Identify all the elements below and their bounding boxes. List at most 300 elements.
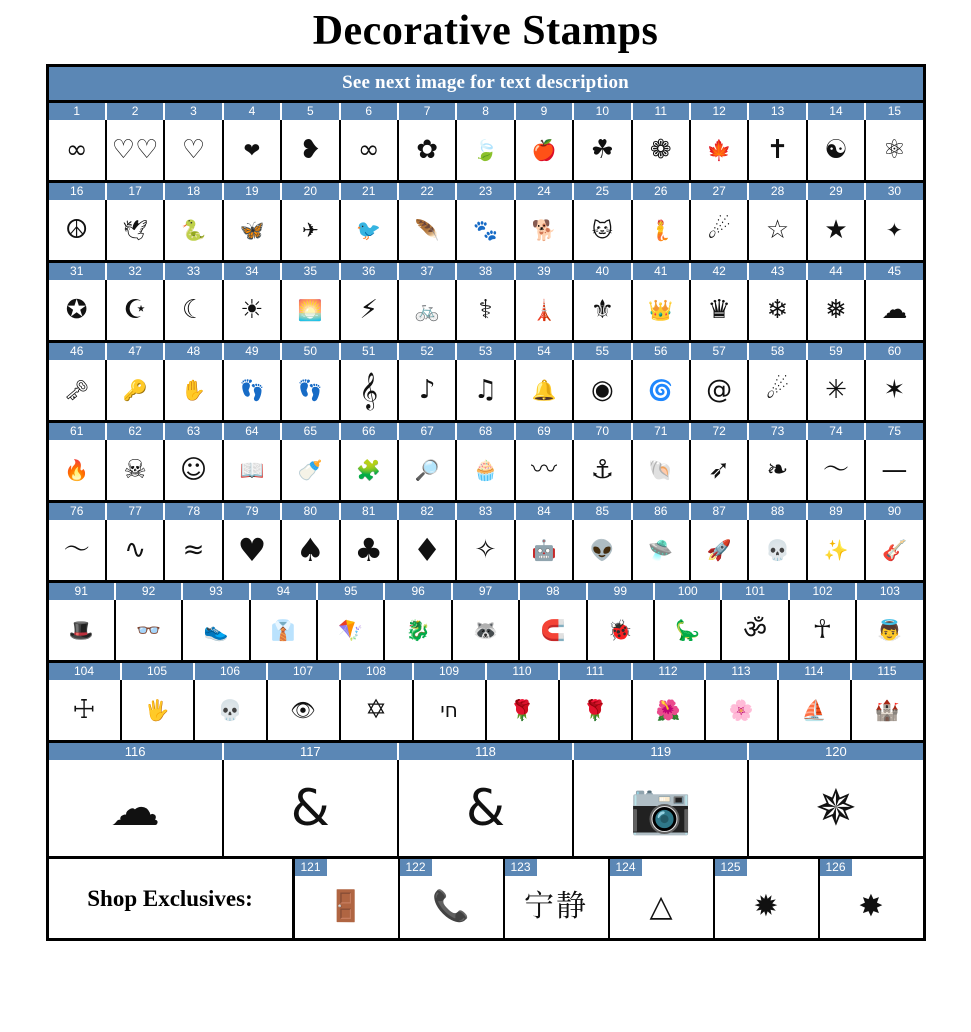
stamp-number: 104 bbox=[49, 663, 122, 680]
eyeglasses-icon: 👓 bbox=[136, 618, 162, 643]
stamp-cell[interactable] bbox=[399, 440, 457, 500]
icon-row bbox=[49, 440, 923, 500]
stamp-cell[interactable] bbox=[691, 200, 749, 260]
stamp-number: 46 bbox=[49, 343, 107, 360]
stamp-number: 28 bbox=[749, 183, 807, 200]
stamp-cell[interactable] bbox=[195, 680, 268, 740]
stamp-number: 33 bbox=[165, 263, 223, 280]
stamp-cell[interactable] bbox=[224, 120, 282, 180]
stamp-number: 55 bbox=[574, 343, 632, 360]
skull-crossbones-icon: ☠ bbox=[123, 455, 147, 486]
stamp-cell[interactable] bbox=[165, 520, 223, 580]
stamp-cell[interactable] bbox=[224, 760, 399, 856]
ufo-icon: 🛸 bbox=[648, 538, 674, 563]
stamp-cell[interactable] bbox=[457, 520, 515, 580]
bicycle-icon: 🚲 bbox=[414, 298, 440, 323]
stamp-cell[interactable] bbox=[341, 280, 399, 340]
stamp-number: 70 bbox=[574, 423, 632, 440]
stamp-cell[interactable] bbox=[857, 600, 922, 660]
stamp-cell[interactable] bbox=[341, 520, 399, 580]
flourish-icon: ❧ bbox=[766, 455, 789, 486]
stamp-number: 83 bbox=[457, 503, 515, 520]
stamp-number: 30 bbox=[866, 183, 922, 200]
stamp-number: 63 bbox=[165, 423, 223, 440]
stamp-cell[interactable] bbox=[318, 600, 385, 660]
seashell-icon: 🐚 bbox=[648, 458, 674, 483]
stamp-number: 108 bbox=[341, 663, 414, 680]
swallow-bird-icon: 🕊 bbox=[122, 218, 148, 243]
stamp-cell[interactable] bbox=[808, 200, 866, 260]
flame-icon: 🔥 bbox=[64, 458, 90, 483]
icon-row bbox=[49, 280, 923, 340]
stamp-cell[interactable] bbox=[722, 600, 789, 660]
stamp-cell[interactable] bbox=[385, 600, 452, 660]
icon-row bbox=[49, 600, 923, 660]
stamp-number: 39 bbox=[516, 263, 574, 280]
long-stem-rose-icon: 🌹 bbox=[582, 698, 608, 723]
stamp-cell[interactable] bbox=[749, 440, 807, 500]
stamp-cell[interactable] bbox=[282, 520, 340, 580]
stamp-number: 60 bbox=[866, 343, 922, 360]
stamp-number: 48 bbox=[165, 343, 223, 360]
shooting-star-icon: ☄ bbox=[707, 215, 731, 246]
stamp-cell[interactable] bbox=[224, 280, 282, 340]
stamp-cell[interactable] bbox=[633, 200, 691, 260]
raccoon-icon: 🦝 bbox=[473, 618, 498, 643]
stamp-cell[interactable] bbox=[49, 600, 116, 660]
stamp-number: 82 bbox=[399, 503, 457, 520]
stamp-cell[interactable] bbox=[341, 120, 399, 180]
stamp-cell[interactable] bbox=[224, 200, 282, 260]
stamp-cell[interactable] bbox=[808, 120, 866, 180]
stamp-number: 41 bbox=[633, 263, 691, 280]
stamp-number: 4 bbox=[224, 103, 282, 120]
stamp-cell[interactable] bbox=[453, 600, 520, 660]
icon-row bbox=[49, 520, 923, 580]
stamp-cell[interactable] bbox=[574, 200, 632, 260]
stamp-cell[interactable] bbox=[165, 360, 223, 420]
stamp-number: 49 bbox=[224, 343, 282, 360]
stamp-cell[interactable] bbox=[560, 680, 633, 740]
sugar-skull-icon: 💀 bbox=[217, 698, 243, 723]
stamp-cell[interactable] bbox=[107, 520, 165, 580]
stamp-number: 32 bbox=[107, 263, 165, 280]
four-leaf-clover-icon: ❁ bbox=[649, 135, 672, 166]
crescent-moon-icon: ☾ bbox=[181, 295, 206, 326]
open-book-icon: 📖 bbox=[239, 458, 265, 483]
stamp-cell[interactable] bbox=[224, 360, 282, 420]
stamp-cell[interactable] bbox=[749, 760, 922, 856]
stamp-cell[interactable] bbox=[165, 200, 223, 260]
feather-icon: 🪶 bbox=[414, 218, 440, 243]
stamp-number: 98 bbox=[520, 583, 587, 600]
stamp-cell[interactable] bbox=[224, 440, 282, 500]
stamp-cell[interactable] bbox=[866, 440, 922, 500]
stamp-cell[interactable] bbox=[295, 859, 400, 938]
stamp-cell[interactable] bbox=[749, 120, 807, 180]
stamp-number: 119 bbox=[574, 743, 749, 760]
rocket-icon: 🚀 bbox=[706, 538, 732, 563]
stamp-number: 103 bbox=[857, 583, 922, 600]
stamp-cell[interactable] bbox=[165, 440, 223, 500]
stamp-cell[interactable] bbox=[574, 120, 632, 180]
stamp-cell[interactable] bbox=[341, 200, 399, 260]
camera-icon: 📷 bbox=[629, 779, 692, 838]
icon-row bbox=[49, 200, 923, 260]
stamp-cell[interactable] bbox=[282, 360, 340, 420]
stamp-cell[interactable] bbox=[866, 120, 922, 180]
stamp-number: 65 bbox=[282, 423, 340, 440]
number-row bbox=[49, 743, 923, 760]
stamp-number: 25 bbox=[574, 183, 632, 200]
stamp-cell[interactable] bbox=[574, 280, 632, 340]
cloud-frame-icon: ☁ bbox=[110, 779, 161, 838]
stamp-number: 1 bbox=[49, 103, 107, 120]
ampersand-script-icon: & bbox=[290, 779, 330, 838]
stamp-cell[interactable] bbox=[588, 600, 655, 660]
music-note-icon: ♪ bbox=[418, 375, 436, 406]
stamp-number: 11 bbox=[633, 103, 691, 120]
stamp-number: 126 bbox=[820, 859, 852, 876]
stamp-cell[interactable] bbox=[49, 360, 107, 420]
ladybug-icon: 🐞 bbox=[607, 618, 633, 643]
stamp-cell[interactable] bbox=[820, 859, 923, 938]
stamp-number: 16 bbox=[49, 183, 107, 200]
stamp-cell[interactable] bbox=[107, 200, 165, 260]
hamsa-hand-icon: 🖐 bbox=[144, 698, 170, 723]
star-filled-icon: ★ bbox=[824, 215, 848, 246]
horseshoe-icon: 🧲 bbox=[540, 618, 566, 643]
stamp-number: 8 bbox=[457, 103, 515, 120]
stamp-number: 37 bbox=[399, 263, 457, 280]
stamp-number: 121 bbox=[295, 859, 327, 876]
stamp-icon-wrap bbox=[295, 876, 398, 938]
stamp-number: 61 bbox=[49, 423, 107, 440]
stamp-cell[interactable] bbox=[866, 280, 922, 340]
stamp-number: 53 bbox=[457, 343, 515, 360]
stamp-number: 51 bbox=[341, 343, 399, 360]
stamp-number: 89 bbox=[808, 503, 866, 520]
stamp-number: 21 bbox=[341, 183, 399, 200]
stamp-cell[interactable] bbox=[866, 520, 922, 580]
compass-rose-large-icon: ✵ bbox=[814, 779, 857, 838]
stamp-cell[interactable] bbox=[633, 520, 691, 580]
asterisk-star-icon: ✳ bbox=[825, 375, 847, 406]
stamp-cell[interactable] bbox=[49, 440, 107, 500]
stamp-number: 44 bbox=[808, 263, 866, 280]
stamp-cell[interactable] bbox=[749, 280, 807, 340]
stamp-cell[interactable] bbox=[715, 859, 820, 938]
stamp-chart bbox=[46, 64, 926, 941]
stamp-cell[interactable] bbox=[49, 200, 107, 260]
stamp-number: 96 bbox=[385, 583, 452, 600]
stamp-cell[interactable] bbox=[341, 680, 414, 740]
stamp-cell[interactable] bbox=[749, 360, 807, 420]
stamp-number: 5 bbox=[282, 103, 340, 120]
heart-outline-icon: ♡ bbox=[181, 135, 206, 166]
stamp-cell[interactable] bbox=[505, 859, 610, 938]
key-icon: 🔑 bbox=[122, 378, 148, 403]
lightning-bolt-icon: ⚡ bbox=[359, 295, 378, 326]
stamp-cell[interactable] bbox=[399, 520, 457, 580]
stamp-number: 105 bbox=[122, 663, 195, 680]
stamp-cell[interactable] bbox=[122, 680, 195, 740]
spiral-swirl-icon: ◉ bbox=[591, 375, 614, 406]
stamp-cell[interactable] bbox=[487, 680, 560, 740]
stamp-cell[interactable] bbox=[399, 360, 457, 420]
stamp-cell[interactable] bbox=[516, 120, 574, 180]
stamp-icon-wrap bbox=[505, 876, 608, 938]
stamp-number: 118 bbox=[399, 743, 574, 760]
stamp-cell[interactable] bbox=[790, 600, 857, 660]
stamp-number: 43 bbox=[749, 263, 807, 280]
small-star-icon: ✦ bbox=[886, 218, 903, 243]
stamp-cell[interactable] bbox=[282, 200, 340, 260]
stamp-number: 107 bbox=[268, 663, 341, 680]
om-symbol-icon: ॐ bbox=[743, 615, 767, 646]
stamp-cell[interactable] bbox=[49, 280, 107, 340]
stamp-cell[interactable] bbox=[574, 360, 632, 420]
police-box-icon: 🚪 bbox=[327, 889, 365, 925]
stamp-number: 112 bbox=[633, 663, 706, 680]
hibiscus-icon: 🌸 bbox=[728, 698, 754, 723]
stamp-cell[interactable] bbox=[516, 200, 574, 260]
stamp-cell[interactable] bbox=[866, 200, 922, 260]
stamp-cell[interactable] bbox=[165, 120, 223, 180]
stamp-number: 19 bbox=[224, 183, 282, 200]
stamp-cell[interactable] bbox=[282, 120, 340, 180]
stamp-cell[interactable] bbox=[691, 440, 749, 500]
stamp-cell[interactable] bbox=[49, 760, 224, 856]
stamp-number: 66 bbox=[341, 423, 399, 440]
stamp-number: 64 bbox=[224, 423, 282, 440]
dragon-icon: 🐉 bbox=[405, 618, 431, 643]
stamp-number: 20 bbox=[282, 183, 340, 200]
stamp-cell[interactable] bbox=[691, 520, 749, 580]
stamp-number: 15 bbox=[866, 103, 922, 120]
stamp-cell[interactable] bbox=[341, 440, 399, 500]
stamp-cell[interactable] bbox=[457, 200, 515, 260]
stamp-number: 101 bbox=[722, 583, 789, 600]
stamp-cell[interactable] bbox=[691, 120, 749, 180]
stamp-cell[interactable] bbox=[400, 859, 505, 938]
apple-icon: 🍎 bbox=[531, 138, 557, 163]
stamp-number: 54 bbox=[516, 343, 574, 360]
caduceus-icon: ⚕ bbox=[478, 295, 493, 326]
stamp-number: 106 bbox=[195, 663, 268, 680]
stamp-number: 34 bbox=[224, 263, 282, 280]
stamp-cell[interactable] bbox=[49, 120, 107, 180]
cloud-icon: ☁ bbox=[881, 295, 908, 326]
stamp-cell[interactable] bbox=[808, 440, 866, 500]
stamp-cell[interactable] bbox=[633, 120, 691, 180]
arrow-icon: ➶ bbox=[708, 455, 731, 486]
dragon-ball-icon: ✸ bbox=[858, 889, 884, 925]
stamp-cell[interactable] bbox=[107, 120, 165, 180]
hand-icon: ✋ bbox=[181, 378, 206, 403]
bell-icon: 🔔 bbox=[531, 378, 557, 403]
stamp-cell[interactable] bbox=[655, 600, 722, 660]
stamp-cell[interactable] bbox=[251, 600, 318, 660]
stamp-block bbox=[49, 503, 923, 583]
stamp-cell[interactable] bbox=[691, 360, 749, 420]
stamp-cell[interactable] bbox=[779, 680, 852, 740]
stamp-number: 13 bbox=[749, 103, 807, 120]
comet-icon: ☄ bbox=[765, 375, 790, 406]
skull-icon: 💀 bbox=[765, 538, 791, 563]
fleur-de-lis-icon: ⚜ bbox=[590, 295, 615, 326]
necktie-icon: 👔 bbox=[270, 618, 296, 643]
stamp-number: 125 bbox=[715, 859, 747, 876]
stamp-cell[interactable] bbox=[516, 520, 574, 580]
stamp-cell[interactable] bbox=[457, 120, 515, 180]
stamp-number: 124 bbox=[610, 859, 642, 876]
stamp-cell[interactable] bbox=[610, 859, 715, 938]
stamp-number: 29 bbox=[808, 183, 866, 200]
stamp-number: 50 bbox=[282, 343, 340, 360]
stamp-number: 45 bbox=[866, 263, 922, 280]
stamp-block bbox=[49, 423, 923, 503]
stamp-cell[interactable] bbox=[399, 760, 574, 856]
anti-possession-icon: ✹ bbox=[753, 889, 779, 925]
serenity-kanji-icon: 宁静 bbox=[524, 889, 588, 925]
stamp-cell[interactable] bbox=[866, 360, 922, 420]
stamp-number: 22 bbox=[399, 183, 457, 200]
stamp-cell[interactable] bbox=[574, 440, 632, 500]
music-notes-icon: ♫ bbox=[473, 375, 498, 406]
spiral-icon: @ bbox=[706, 375, 733, 406]
straight-line-icon: — bbox=[881, 455, 908, 486]
chart-banner: See next image for text description bbox=[49, 67, 923, 103]
alien-icon: 👽 bbox=[589, 538, 615, 563]
snake-icon: 🐍 bbox=[181, 218, 206, 243]
stamp-cell[interactable] bbox=[183, 600, 250, 660]
stamp-cell[interactable] bbox=[282, 280, 340, 340]
stamp-cell[interactable] bbox=[49, 680, 122, 740]
stamp-icon-wrap bbox=[400, 876, 503, 938]
rose-outline-icon: 🌺 bbox=[655, 698, 681, 723]
stamp-cell[interactable] bbox=[399, 120, 457, 180]
stamp-cell[interactable] bbox=[516, 440, 574, 500]
stamp-cell[interactable] bbox=[457, 440, 515, 500]
stamp-number: 76 bbox=[49, 503, 107, 520]
stamp-cell[interactable] bbox=[574, 520, 632, 580]
stamp-cell[interactable] bbox=[107, 360, 165, 420]
stamp-number: 7 bbox=[399, 103, 457, 120]
stamp-number: 40 bbox=[574, 263, 632, 280]
number-row bbox=[49, 343, 923, 360]
footprint-icon: 👣 bbox=[239, 378, 265, 403]
stamp-number: 23 bbox=[457, 183, 515, 200]
stamp-icon-wrap bbox=[820, 876, 923, 938]
stamp-number: 17 bbox=[107, 183, 165, 200]
stamp-number: 99 bbox=[588, 583, 655, 600]
stamp-cell[interactable] bbox=[341, 360, 399, 420]
stamp-cell[interactable] bbox=[633, 280, 691, 340]
maple-leaf-icon: 🍁 bbox=[706, 138, 732, 163]
stamp-cell[interactable] bbox=[808, 280, 866, 340]
magic-wand-icon: ✨ bbox=[823, 538, 849, 563]
heart-suit-icon: ♥ bbox=[237, 531, 267, 570]
stamp-cell[interactable] bbox=[399, 200, 457, 260]
infinity-symbol-icon: ∞ bbox=[357, 135, 380, 166]
stamp-cell[interactable] bbox=[808, 360, 866, 420]
stamp-cell[interactable] bbox=[165, 280, 223, 340]
compass-rose-icon: ✧ bbox=[474, 535, 497, 566]
stamp-cell[interactable] bbox=[107, 280, 165, 340]
stamp-cell[interactable] bbox=[633, 440, 691, 500]
stamp-cell[interactable] bbox=[852, 680, 923, 740]
stamp-cell[interactable] bbox=[224, 520, 282, 580]
stamp-cell[interactable] bbox=[516, 280, 574, 340]
stamp-cell[interactable] bbox=[520, 600, 587, 660]
stamp-block-large bbox=[49, 743, 923, 859]
stamp-block bbox=[49, 343, 923, 423]
stamp-cell[interactable] bbox=[107, 440, 165, 500]
wavy-line-icon: 〜 bbox=[63, 535, 90, 566]
stamp-cell[interactable] bbox=[116, 600, 183, 660]
stamp-cell[interactable] bbox=[457, 360, 515, 420]
stamp-cell[interactable] bbox=[457, 280, 515, 340]
stamp-number: 110 bbox=[487, 663, 560, 680]
stamp-cell[interactable] bbox=[516, 360, 574, 420]
stamp-number: 111 bbox=[560, 663, 633, 680]
pirate-ship-icon: ⛵ bbox=[801, 698, 827, 723]
stamp-cell[interactable] bbox=[808, 520, 866, 580]
number-row bbox=[49, 663, 923, 680]
stamp-cell[interactable] bbox=[282, 440, 340, 500]
number-row bbox=[49, 103, 923, 120]
shop-exclusives-label: Shop Exclusives: bbox=[49, 859, 295, 938]
stamp-number: 36 bbox=[341, 263, 399, 280]
stamp-cell[interactable] bbox=[399, 280, 457, 340]
stamp-number: 3 bbox=[165, 103, 223, 120]
stamp-cell[interactable] bbox=[268, 680, 341, 740]
sparkle-icon: ✶ bbox=[883, 375, 906, 406]
castle-icon: 🏰 bbox=[874, 698, 900, 723]
icon-row bbox=[49, 120, 923, 180]
cat-face-icon: 🐱 bbox=[591, 218, 613, 243]
stamp-number: 75 bbox=[866, 423, 922, 440]
stamp-cell[interactable] bbox=[414, 680, 487, 740]
infinity-hearts-icon: ∞ bbox=[65, 135, 88, 166]
stamp-cell[interactable] bbox=[706, 680, 779, 740]
stamp-number: 35 bbox=[282, 263, 340, 280]
anchor-icon: ⚓ bbox=[590, 455, 615, 486]
stamp-cell[interactable] bbox=[749, 200, 807, 260]
crown-icon: ♛ bbox=[707, 295, 731, 326]
stamp-number: 52 bbox=[399, 343, 457, 360]
stamp-number: 115 bbox=[852, 663, 923, 680]
lotus-flower-icon: ✿ bbox=[416, 135, 439, 166]
baby-foot-icon: 👣 bbox=[297, 378, 323, 403]
stamp-cell[interactable] bbox=[749, 520, 807, 580]
stamp-cell[interactable] bbox=[633, 360, 691, 420]
shop-exclusives-row bbox=[49, 859, 923, 938]
stamp-number: 84 bbox=[516, 503, 574, 520]
stamp-cell[interactable] bbox=[633, 680, 706, 740]
stamp-number: 12 bbox=[691, 103, 749, 120]
stamp-cell[interactable] bbox=[574, 760, 749, 856]
stamp-number: 86 bbox=[633, 503, 691, 520]
stamp-number: 47 bbox=[107, 343, 165, 360]
stamp-number: 18 bbox=[165, 183, 223, 200]
stamp-cell[interactable] bbox=[691, 280, 749, 340]
star-of-david-icon: ✡ bbox=[365, 695, 387, 726]
stamp-cell[interactable] bbox=[49, 520, 107, 580]
stamp-block bbox=[49, 663, 923, 743]
stamp-number: 42 bbox=[691, 263, 749, 280]
